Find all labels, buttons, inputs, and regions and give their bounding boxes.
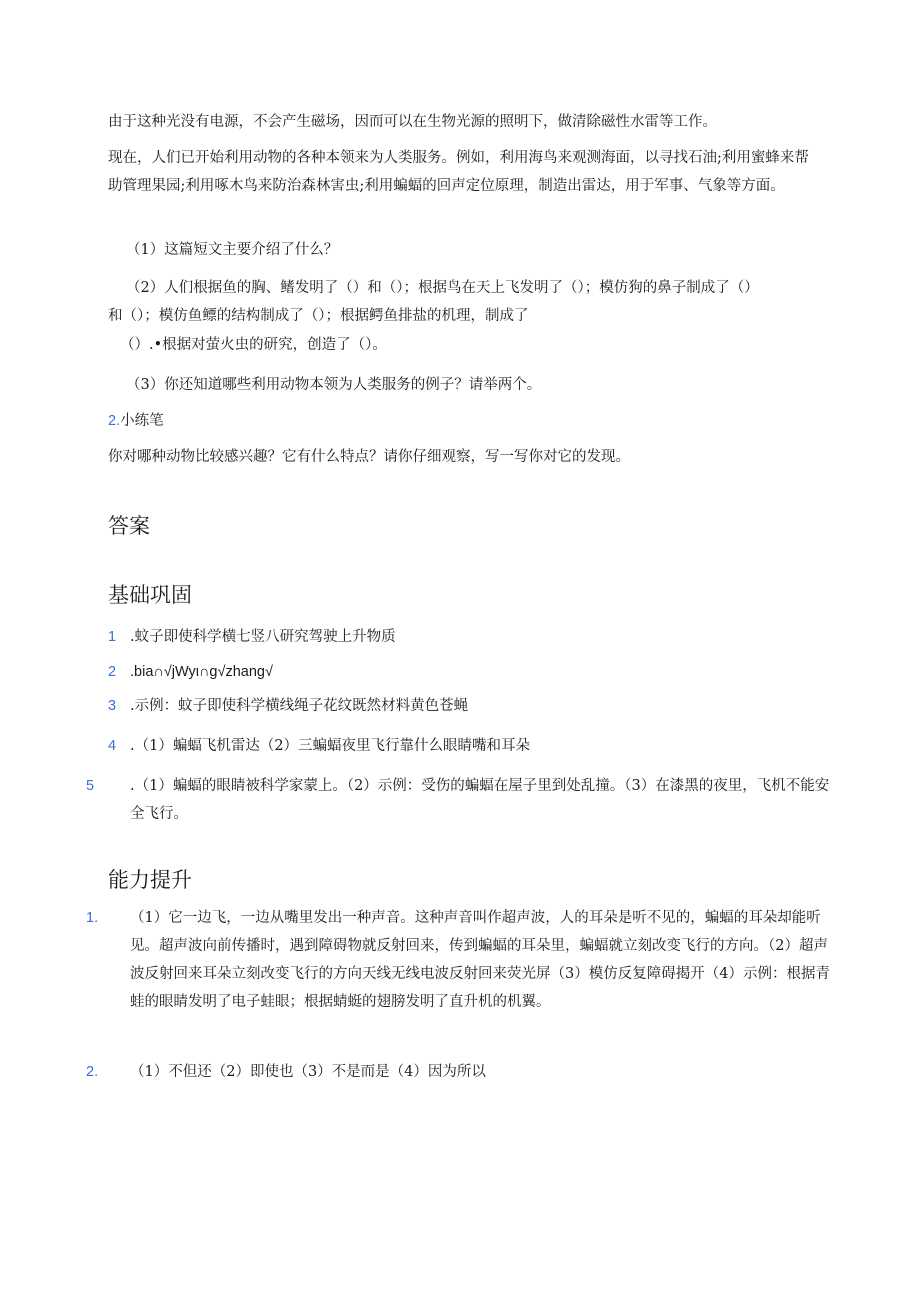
item-text: .（1）蝙蝠飞机雷达（2）三蝙蝠夜里飞行靠什么眼睛嘴和耳朵 (130, 738, 531, 754)
practice-number: 2. (108, 413, 121, 429)
item-number: 2. (86, 1064, 99, 1080)
basic-section-heading: 基础巩固 (108, 583, 192, 607)
basic-answer-item (108, 623, 813, 651)
item-number: 2 (108, 664, 117, 680)
basic-answer-item (108, 732, 813, 760)
item-number: 3 (108, 698, 117, 714)
passage-line: 由于这种光没有电源，不会产生磁场，因而可以在生物光源的照明下，做清除磁性水雷等工作。 (108, 114, 717, 130)
basic-answer-item (108, 658, 813, 686)
basic-answer-item (86, 772, 835, 828)
item-text: .（1）蝙蝠的眼睛被科学家蒙上。（2）示例：受伤的蝙蝠在屋子里到处乱撞。（3）在漆黑的夜里，飞机不能安全飞行。 (130, 778, 830, 822)
advanced-answer-item (86, 904, 835, 1016)
advanced-answer-item (86, 1058, 835, 1086)
item-number: 4 (108, 738, 117, 754)
question-2-line-1: （2）人们根据鱼的胸、鳍发明了（）和（）；根据鸟在天上飞发明了（）；模仿狗的鼻子制成了（） (126, 280, 759, 296)
item-number: 1. (86, 910, 99, 926)
question-1: （1）这篇短文主要介绍了什么？ (126, 242, 339, 258)
basic-answer-item (108, 692, 813, 720)
passage-paragraph: 现在，人们已开始利用动物的各种本领来为人类服务。例如，利用海鸟来观测海面，以寻找石油;利用蜜蜂来帮助管理果园;利用啄木鸟来防治森林害虫;利用蝙蝠的回声定位原理，制造出雷达，用于军事、气象等方面。 (108, 150, 809, 194)
item-number: 5 (86, 778, 95, 794)
item-text: （1）它一边飞，一边从嘴里发出一种声音。这种声音叫作超声波，人的耳朵是听不见的，蝙蝠的耳朵却能听见。超声波向前传播时，遇到障碍物就反射回来，传到蝙蝠的耳朵里，蝙蝠就立刻改变飞行的方向。（2）超声波反射回来耳朵立刻改变飞行的方向天线无线电波反射回来荧光屏（3）模仿反复障碍揭开（4）示例：根据青蛙的眼睛发明了电子蛙眼；根据蜻蜓的翅膀发明了直升机的机翼。 (130, 910, 830, 1010)
item-text: .示例：蚊子即使科学横线绳子花纹既然材料黄色苍蝇 (130, 698, 469, 714)
practice-prompt: 你对哪种动物比较感兴趣？它有什么特点？请你仔细观察，写一写你对它的发现。 (108, 449, 630, 465)
item-text: .蚊子即使科学横七竖八研究驾驶上升物质 (130, 629, 396, 645)
practice-title: 小练笔 (120, 413, 164, 429)
question-3: （3）你还知道哪些利用动物本领为人类服务的例子？请举两个。 (126, 377, 542, 393)
practice-heading (108, 407, 813, 435)
item-text: .bia∩√jWyι∩g√zhang√ (130, 664, 273, 680)
question-2-line-2: 和（）；模仿鱼鳔的结构制成了（）；根据鳄鱼排盐的机理，制成了 (108, 308, 529, 324)
advanced-section-heading: 能力提升 (108, 868, 192, 892)
item-number: 1 (108, 629, 117, 645)
answers-heading: 答案 (108, 514, 150, 538)
item-text: （1）不但还（2）即使也（3）不是而是（4）因为所以 (130, 1064, 486, 1080)
question-2-line-3: （）.•根据对萤火虫的研究，创造了（）。 (120, 337, 387, 353)
